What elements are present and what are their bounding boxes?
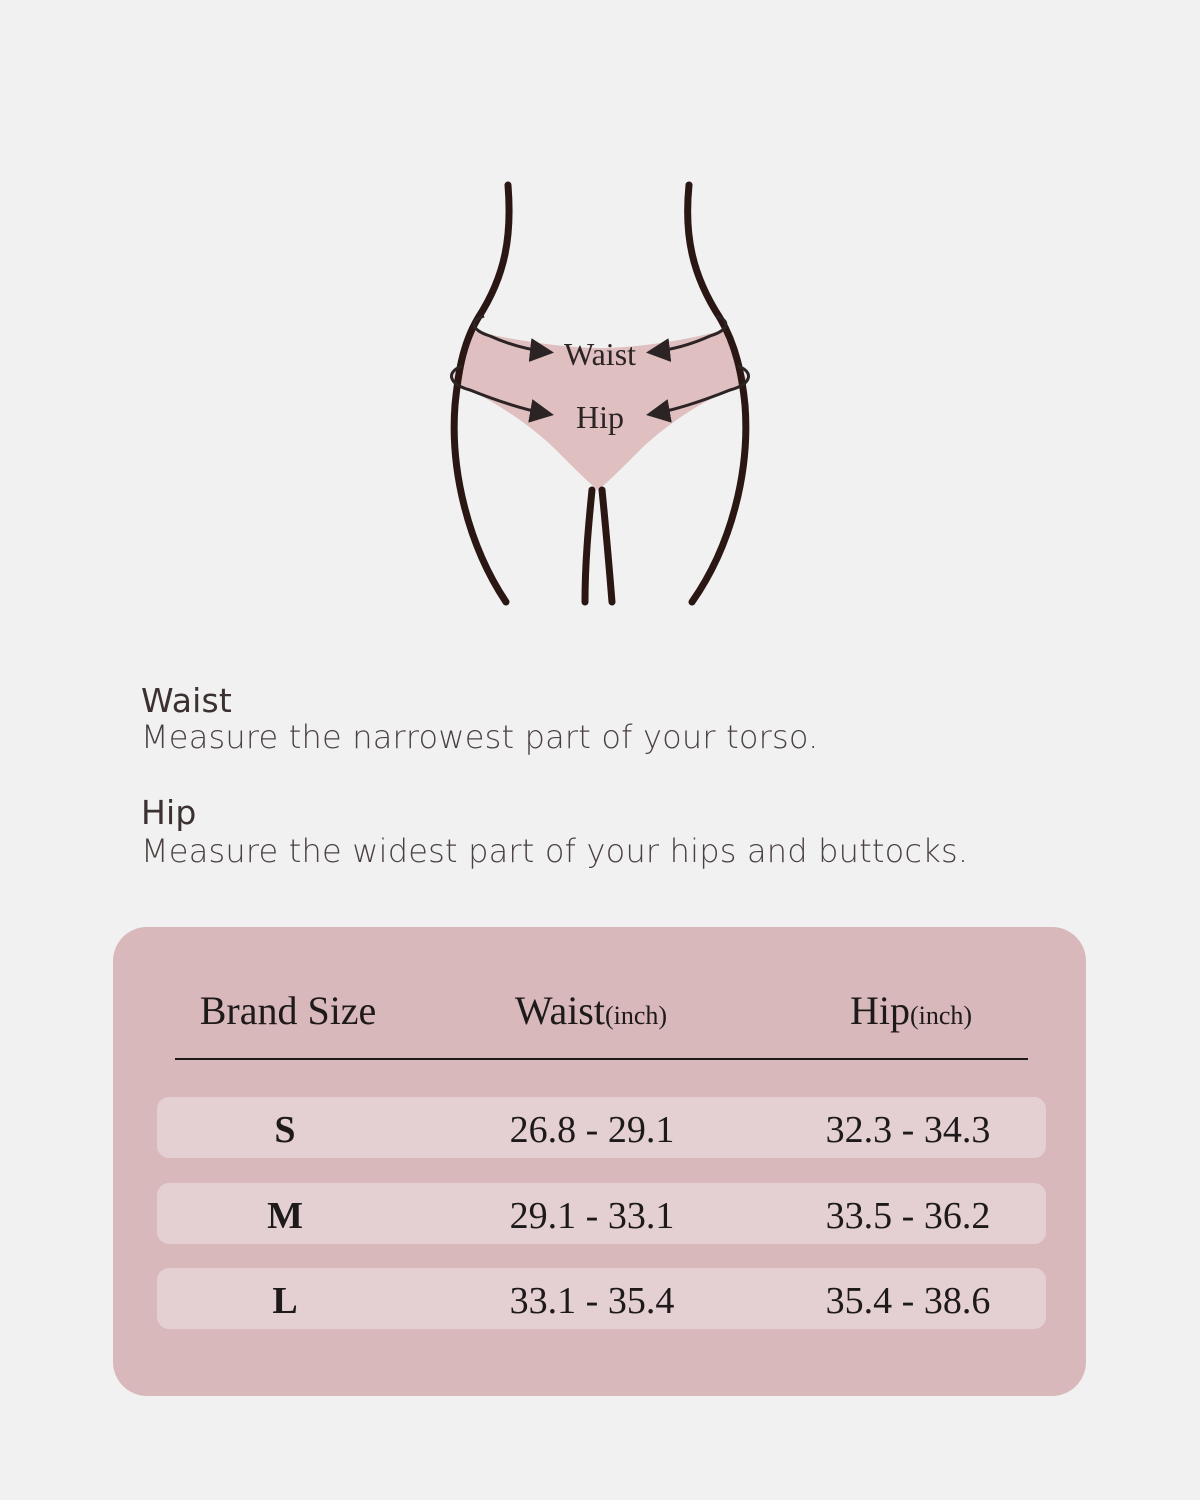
table-row-l <box>157 1268 1046 1329</box>
waist-instruction <box>141 683 818 755</box>
hip-instruction-title: Hip <box>141 793 197 832</box>
cell-size: M <box>267 1195 303 1237</box>
cell-waist: 33.1 - 35.4 <box>509 1280 675 1322</box>
table-row-s <box>157 1097 1046 1158</box>
figure-label-hip: Hip <box>576 399 624 435</box>
size-chart-table <box>113 927 1086 1396</box>
inner-leg-right <box>602 490 612 602</box>
cell-size: L <box>272 1280 298 1322</box>
cell-size: S <box>274 1109 296 1151</box>
header-hip-unit: (inch) <box>909 1001 973 1030</box>
header-divider <box>175 1058 1028 1060</box>
waist-instruction-title: Waist <box>141 681 233 720</box>
header-brand-size: Brand Size <box>199 988 377 1033</box>
waist-instruction-text: Measure the narrowest part of your torso. <box>141 718 819 756</box>
body-measurement-illustration <box>0 0 1200 640</box>
header-waist-unit: (inch) <box>605 1001 668 1030</box>
cell-waist: 29.1 - 33.1 <box>509 1195 675 1237</box>
cell-hip: 32.3 - 34.3 <box>825 1109 991 1151</box>
cell-hip: 35.4 - 38.6 <box>825 1280 991 1322</box>
cell-hip: 33.5 - 36.2 <box>825 1195 991 1237</box>
hip-instruction <box>141 795 968 869</box>
table-row-m <box>157 1183 1046 1244</box>
figure-label-waist: Waist <box>563 336 637 372</box>
header-waist <box>443 987 739 1034</box>
header-waist-label: Waist <box>514 988 605 1033</box>
cell-waist: 26.8 - 29.1 <box>509 1109 675 1151</box>
inner-leg-left <box>585 490 592 602</box>
header-hip-label: Hip <box>849 988 910 1033</box>
hip-instruction-text: Measure the widest part of your hips and buttocks. <box>141 832 969 870</box>
header-hip <box>763 987 1059 1034</box>
